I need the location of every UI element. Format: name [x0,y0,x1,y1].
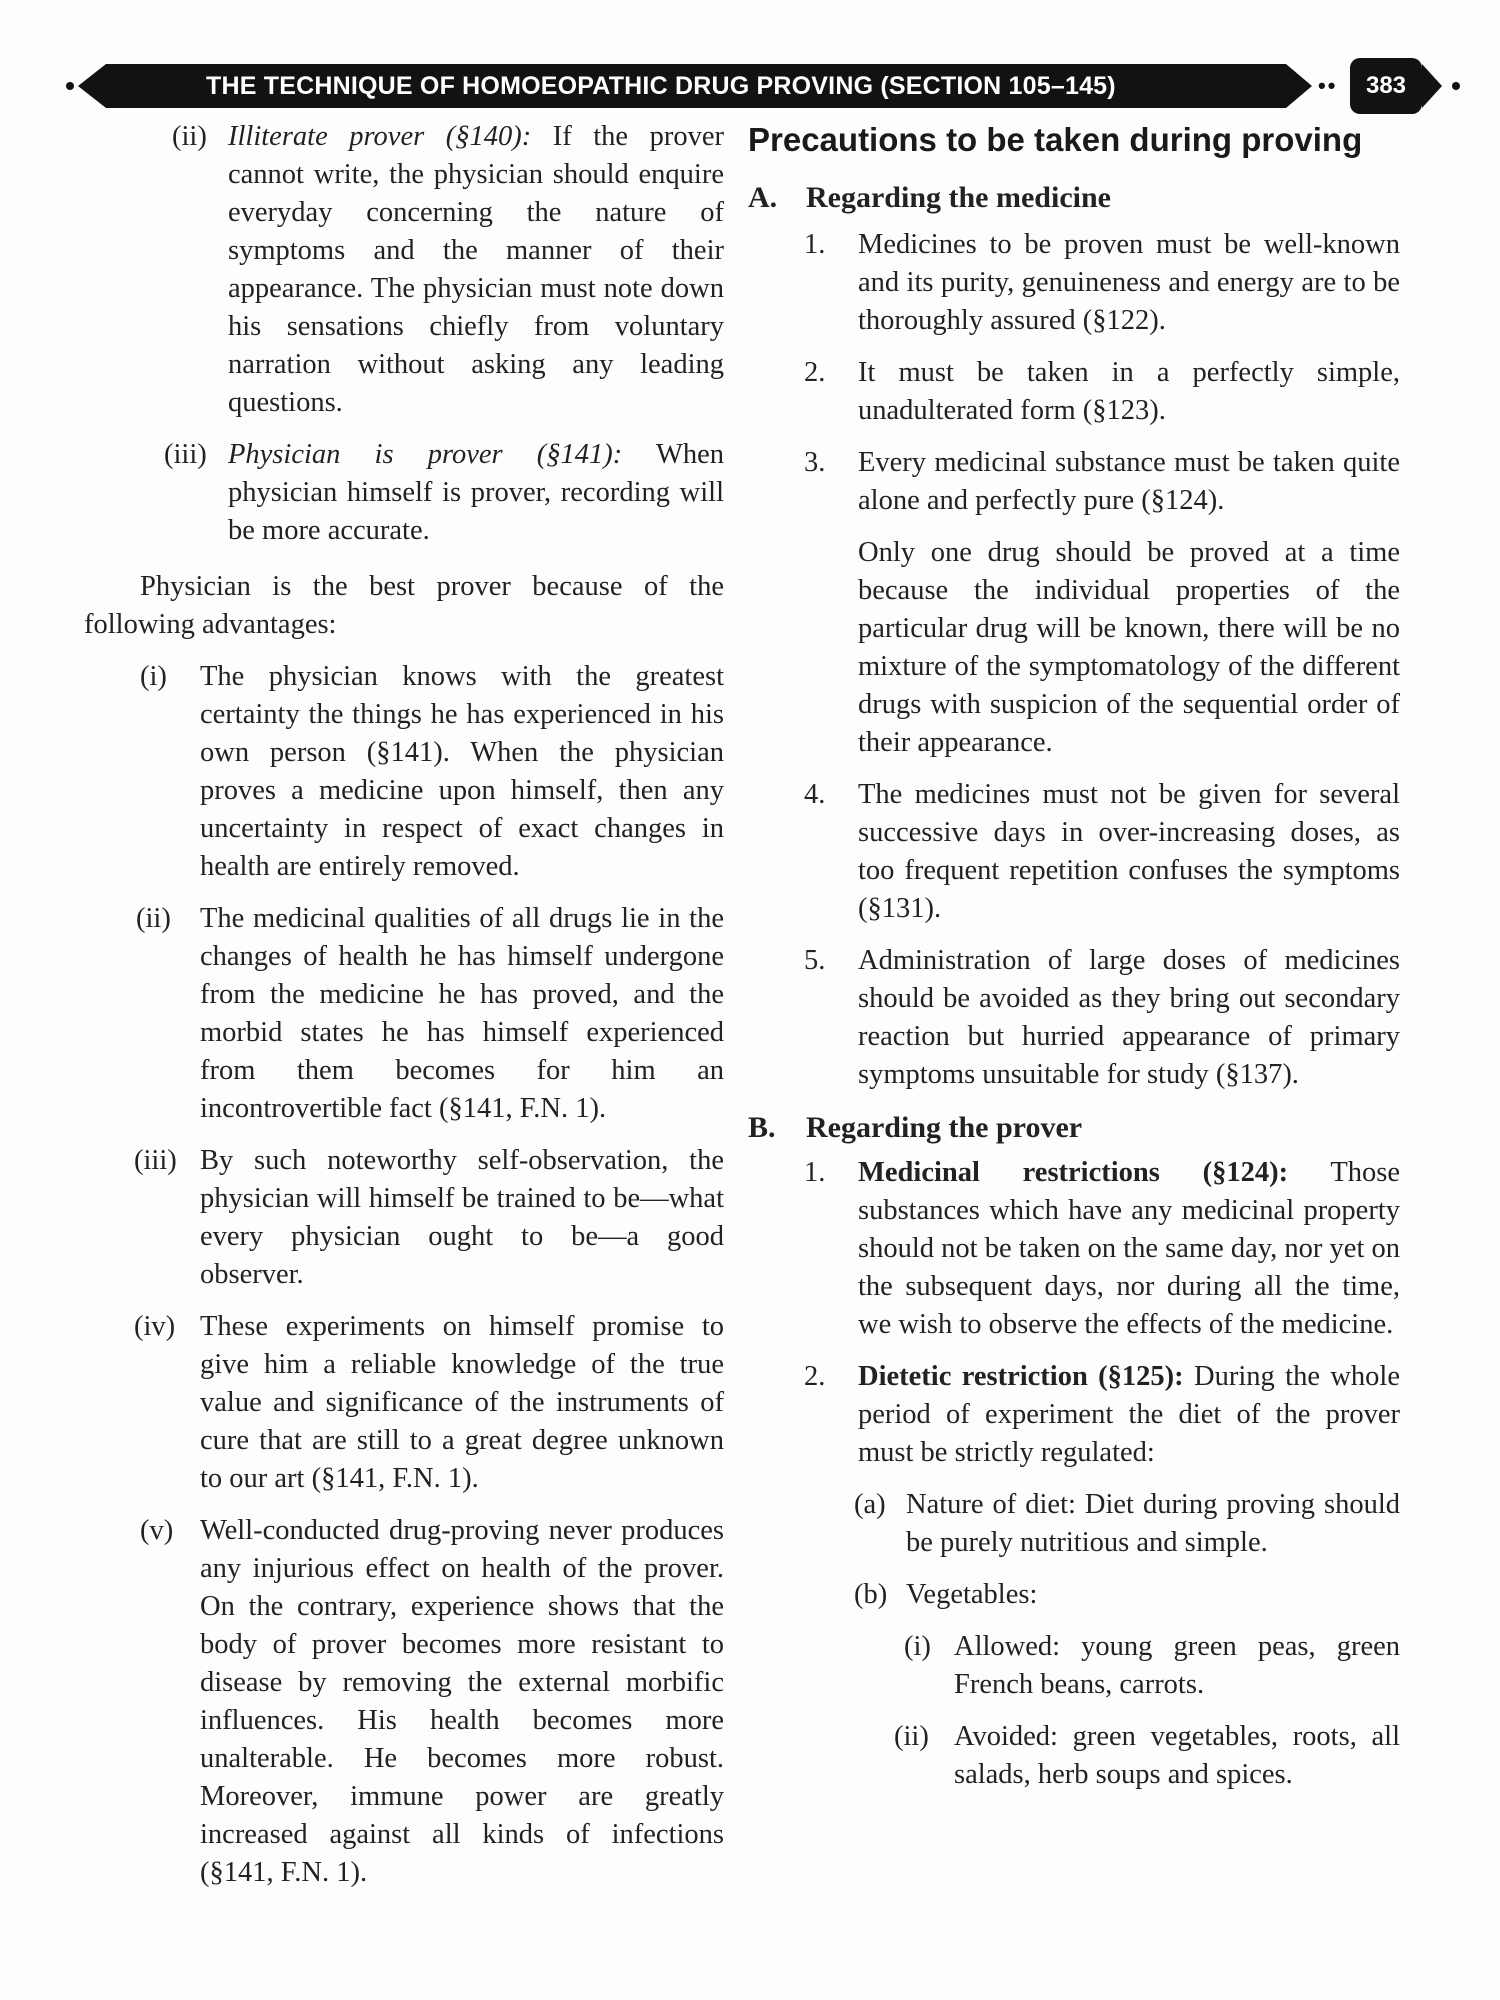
item-marker: (v) [140,1515,174,1546]
section-heading: Precautions to be taken during proving [748,121,1363,158]
item-number: 2. [804,357,826,388]
subsection-heading-b [748,1108,1400,1148]
header-left-arrow [78,64,106,108]
item-text: Allowed: young green peas, green French beans, carrots. [954,1631,1400,1700]
item-text: Vegetables: [906,1579,1038,1610]
item-number: 3. [804,447,826,478]
item-text: The medicinal qualities of all drugs lie in the changes of health he has himself undergone from the medicine he has proved, and the morbid states he has himself experienced from them becomes for him an incontrovertible fact (§141, F.N. 1). [200,903,724,1124]
item-number: 4. [804,779,826,810]
item-marker: (i) [140,661,167,692]
item-marker: (ii) [136,903,171,934]
item-marker: (iii) [134,1145,177,1176]
item-number: 1. [804,229,826,260]
item-text: Well-conducted drug-proving never produces any injurious effect on health of the prover. On the contrary, experience shows that the body of prover becomes more resistant to disease by removing the external morbific influences. His health becomes more unalterable. He becomes more robust. Moreover, immune power are greatly increased against all kinds of infections (§141, F.N. 1). [200,1515,724,1888]
subsection-title: Regarding the prover [806,1111,1083,1144]
item-text [858,1154,1400,1344]
subsection-letter: B. [748,1111,776,1144]
advantage-item [84,900,724,1128]
item-text: It must be taken in a perfectly simple, unadulterated form (§123). [858,357,1400,426]
item-text: Every medicinal substance must be taken quite alone and perfectly pure (§124). [858,447,1400,516]
item-text: Only one drug should be proved at a time because the individual properties of the particular drug will be known, there will be no mixture of the symptomatology of the different drugs with suspicion of the sequential order of their appearance. [858,537,1400,758]
item-text [858,1358,1400,1472]
page-number: 383 [1350,58,1422,114]
item-text: Administration of large doses of medicines should be avoided as they bring out secondary reaction but hurried appearance of primary symptoms unsuitable for study (§137). [858,945,1400,1090]
item-marker: (iv) [134,1311,176,1342]
numbered-item [748,1358,1400,1472]
left-column [84,118,724,1892]
numbered-item-continuation [748,534,1400,762]
advantage-item [84,1308,724,1498]
item-label: Medicinal restrictions (§124): [858,1157,1289,1188]
numbered-item [748,444,1400,520]
numbered-item [748,1154,1400,1344]
item-marker: (a) [854,1489,886,1520]
advantage-item [84,1512,724,1892]
item-label: Illiterate prover (§140): [228,121,532,152]
item-body: If the prover cannot write, the physician should enquire everyday concerning the nature of symptoms and the manner of their appearance. The physician must note down his sensations chiefly from voluntary narration without asking any leading questions. [228,121,724,418]
list-item [84,436,724,550]
page-number-arrow [1422,64,1442,108]
numbered-item [748,354,1400,430]
advantage-item [84,658,724,886]
item-number: 2. [804,1361,826,1392]
item-text: Avoided: green vegetables, roots, all salads, herb soups and spices. [954,1721,1400,1790]
item-text [228,436,724,550]
item-marker: (iii) [164,439,207,470]
item-body: Those substances which have any medicinal property should not be taken on the same day, nor yet on the subsequent days, nor during all the time, we wish to observe the effects of the medicine. [858,1157,1400,1340]
running-header [78,58,1407,114]
chapter-title: THE TECHNIQUE OF HOMOEOPATHIC DRUG PROVING (SECTION 105–145) [206,72,1116,100]
item-body: During the whole period of experiment the diet of the prover must be strictly regulated: [858,1361,1400,1468]
item-number: 5. [804,945,826,976]
item-text: These experiments on himself promise to give him a reliable knowledge of the true value and significance of the instruments of cure that are still to a great degree unknown to our art (§141, F.N. 1). [200,1311,724,1494]
item-marker: (i) [904,1631,931,1662]
item-text: The medicines must not be given for several successive days in over-increasing doses, as too frequent repetition confuses the symptoms (§131). [858,779,1400,924]
numbered-item [748,226,1400,340]
subsection-title: Regarding the medicine [806,181,1111,214]
subsection-letter: A. [748,181,778,214]
advantage-item [84,1142,724,1294]
item-text: By such noteworthy self-observation, the physician will himself be trained to be—what every physician ought to be—a good observer. [200,1145,724,1290]
numbered-item [748,942,1400,1094]
item-marker: (b) [854,1579,888,1610]
item-label: Dietetic restriction (§125): [858,1361,1184,1392]
item-text: The physician knows with the greatest certainty the things he has experienced in his own person (§141). When the physician proves a medicine upon himself, then any uncertainty in respect of exact changes in health are entirely removed. [200,661,724,882]
left-ornament-dot [66,82,74,90]
item-marker: (ii) [894,1721,929,1752]
list-item [84,118,724,422]
item-text: Nature of diet: Diet during proving should be purely nutritious and simple. [906,1489,1400,1558]
sub-item [748,1486,1400,1562]
item-text: Medicines to be proven must be well-known and its purity, genuineness and energy are to be thoroughly assured (§122). [858,229,1400,336]
item-text [228,118,724,422]
sub-sub-item [748,1628,1400,1704]
header-dots: •• [1318,73,1338,98]
numbered-item [748,776,1400,928]
header-right-arrow [1286,64,1312,108]
right-column [748,118,1400,1794]
sub-item [748,1576,1400,1614]
intro-paragraph: Physician is the best prover because of the following advantages: [84,571,724,640]
sub-sub-item [748,1718,1400,1794]
right-ornament-dot [1452,82,1460,90]
item-body: When physician himself is prover, recording will be more accurate. [228,439,724,546]
item-label: Physician is prover (§141): [228,439,623,470]
item-marker: (ii) [172,121,207,152]
subsection-heading-a [748,178,1400,218]
item-number: 1. [804,1157,826,1188]
